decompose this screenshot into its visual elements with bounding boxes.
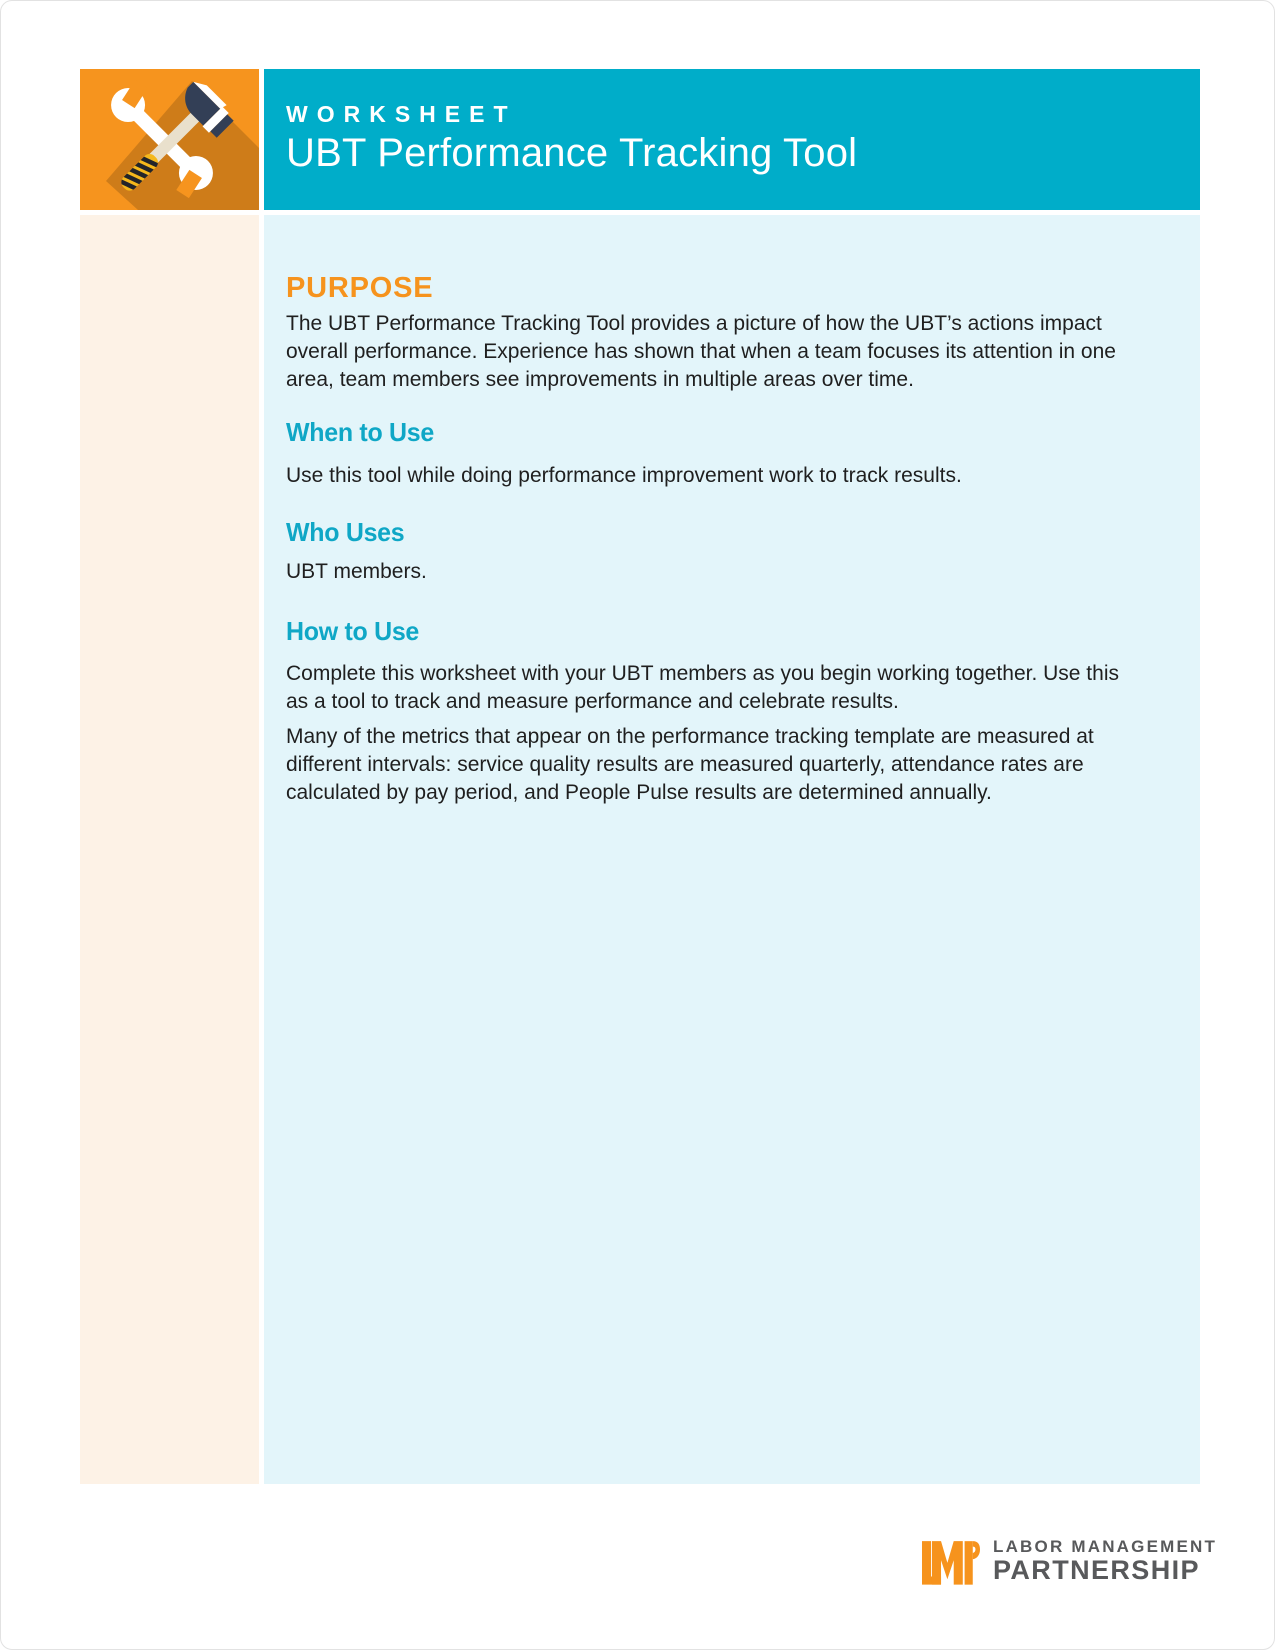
header-icon-tile [80,69,259,210]
footer-org-line1: LABOR MANAGEMENT [993,1537,1218,1556]
footer-org-name [993,1537,1217,1584]
who-uses-heading: Who Uses [286,517,405,547]
content-panel [264,215,1200,1484]
purpose-body: The UBT Performance Tracking Tool provides a picture of how the UBT’s actions impact overall performance. Experience has shown that when a team focuses its attention in one area, team members see improvements in multiple areas over time. [286,312,1116,391]
when-to-use-heading: When to Use [286,417,434,447]
title-banner [264,69,1200,210]
footer [922,1537,1217,1591]
how-to-use-heading: How to Use [286,616,420,646]
purpose-heading: PURPOSE [286,272,434,304]
who-uses-body: UBT members. [286,560,427,583]
wrench-hammer-icon [80,69,259,210]
sidebar-strip [80,215,259,1484]
when-to-use-body: Use this tool while doing performance improvement work to track results. [286,464,962,487]
footer-org-line2: PARTNERSHIP [993,1555,1200,1585]
page-title: UBT Performance Tracking Tool [286,131,858,175]
lmp-logo-icon [922,1537,980,1587]
how-to-use-body-1: Complete this worksheet with your UBT members as you begin working together. Use this as a tool to track and measure performance and celebrate results. [286,662,1119,713]
worksheet-eyebrow: WORKSHEET [286,101,517,127]
how-to-use-body-2: Many of the metrics that appear on the performance tracking template are measured at different intervals: service quality results are measured quarterly, attendance rates are calculated by pay period, and People Pulse results are determined annually. [286,725,1094,804]
